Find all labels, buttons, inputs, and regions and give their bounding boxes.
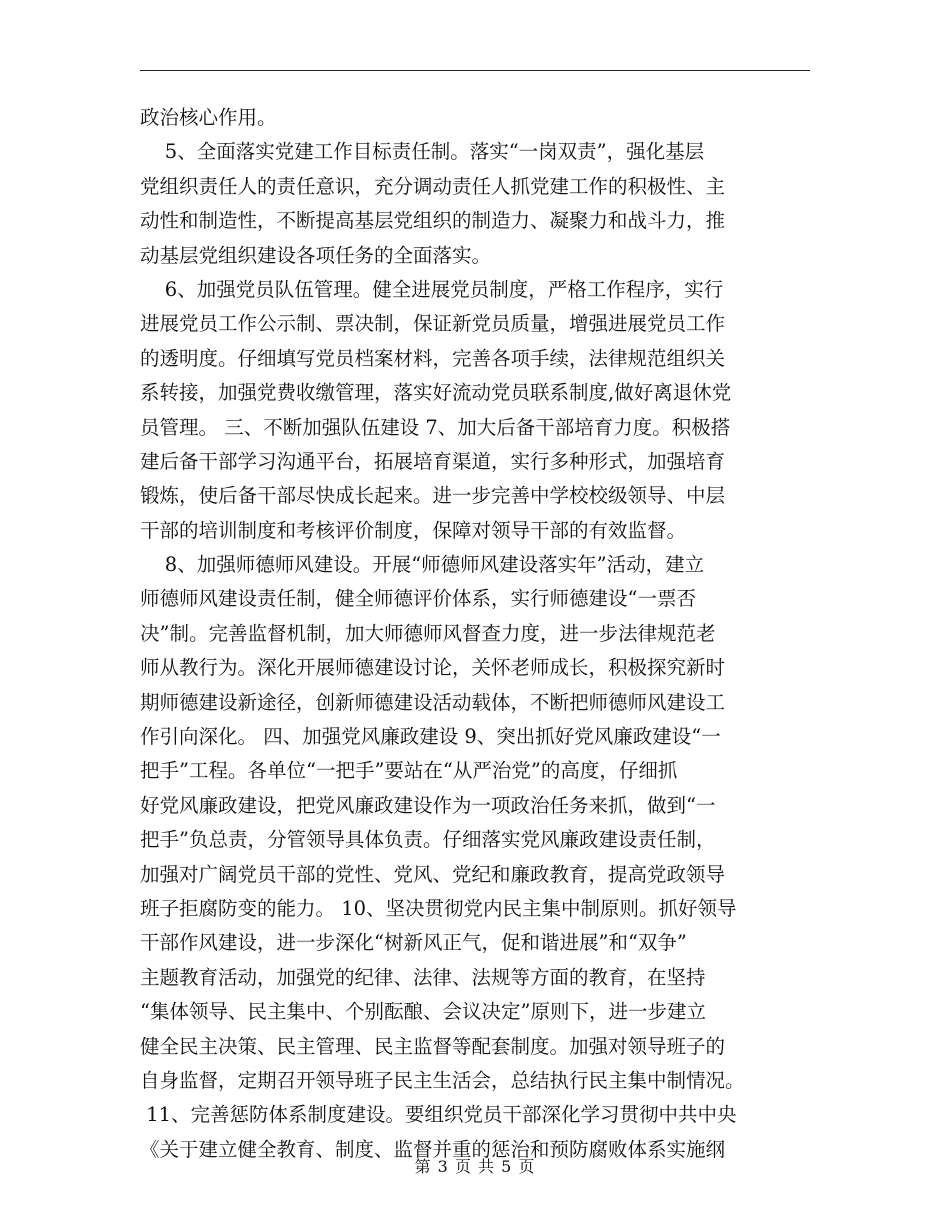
text-line: 员管理。 三、不断加强队伍建设 7、加大后备干部培育力度。积极搭 [140,415,731,439]
text-line: 系转接，加强党费收缴管理，落实好流动党员联系制度,做好离退休党 [140,381,732,405]
page-number: 第 3 页 共 5 页 [414,1157,536,1176]
text-line: 动性和制造性，不断提高基层党组织的制造力、凝聚力和战斗力，推 [140,209,726,233]
text-line: 8、加强师德师风建设。开展“师德师风建设落实年”活动，建立 [140,553,705,577]
text-line: 把手”负总责，分管领导具体负责。仔细落实党风廉政建设责任制， [140,828,716,852]
text-line: 政治核心作用。 [140,106,277,129]
text-line: 加强对广阔党员干部的党性、党风、党纪和廉政教育，提高党政领导 [140,862,726,886]
text-line: 班子拒腐防变的能力。 10、坚决贯彻党内民主集中制原则。抓好领导 [140,896,737,920]
text-line: 师从教行为。深化开展师德建设讨论，关怀老师成长，积极探究新时 [140,656,726,680]
text-line: 把手”工程。各单位“一把手”要站在“从严治党”的高度，仔细抓 [140,759,678,783]
text-line: 健全民主决策、民主管理、民主监督等配套制度。加强对领导班子的 [140,1034,726,1058]
text-line: 进展党员工作公示制、票决制，保证新党员质量，增强进展党员工作 [140,312,726,336]
header-rule [140,70,810,71]
text-line: 主题教育活动，加强党的纪律、法律、法规等方面的教育，在坚持 [140,965,706,989]
text-line: 作引向深化。 四、加强党风廉政建设 9、突出抓好党风廉政建设“一 [140,725,721,749]
text-line: 期师德建设新途径，创新师德建设活动载体，不断把师德师风建设工 [140,690,726,714]
text-line: 好党风廉政建设，把党风廉政建设作为一项政治任务来抓，做到“一 [140,793,716,817]
text-line: 建后备干部学习沟通平台，拓展培育渠道，实行多种形式，加强培育 [140,449,726,473]
text-line: 5、全面落实党建工作目标责任制。落实“一岗双责”，强化基层 [140,140,705,164]
text-line: 自身监督，定期召开领导班子民主生活会，总结执行民主集中制情况。 [140,1068,745,1092]
text-line: 动基层党组织建设各项任务的全面落实。 [140,243,492,267]
text-line: 《关于建立健全教育、制度、监督并重的惩治和预防腐败体系实施纲 [140,1137,726,1161]
text-line: 11、完善惩防体系制度建设。要组织党员干部深化学习贯彻中共中央 [140,1103,737,1127]
text-line: 干部的培训制度和考核评价制度，保障对领导干部的有效监督。 [140,518,687,542]
text-line: “集体领导、民主集中、个别酝酿、会议决定”原则下，进一步建立 [140,1000,706,1024]
text-line: 决”制。完善监督机制，加大师德师风督查力度，进一步法律规范老 [140,621,716,645]
text-line: 师德师风建设责任制，健全师德评价体系，实行师德建设“一票否 [140,587,696,611]
text-line: 干部作风建设，进一步深化“树新风正气，促和谐进展”和“双争” [140,931,687,955]
text-line: 锻炼，使后备干部尽快成长起来。进一步完善中学校校级领导、中层 [140,484,726,508]
document-body [140,101,810,1167]
text-line: 6、加强党员队伍管理。健全进展党员制度，严格工作程序，实行 [140,277,724,301]
text-line: 的透明度。仔细填写党员档案材料，完善各项手续，法律规范组织关 [140,346,726,370]
text-line: 党组织责任人的责任意识，充分调动责任人抓党建工作的积极性、主 [140,174,726,198]
